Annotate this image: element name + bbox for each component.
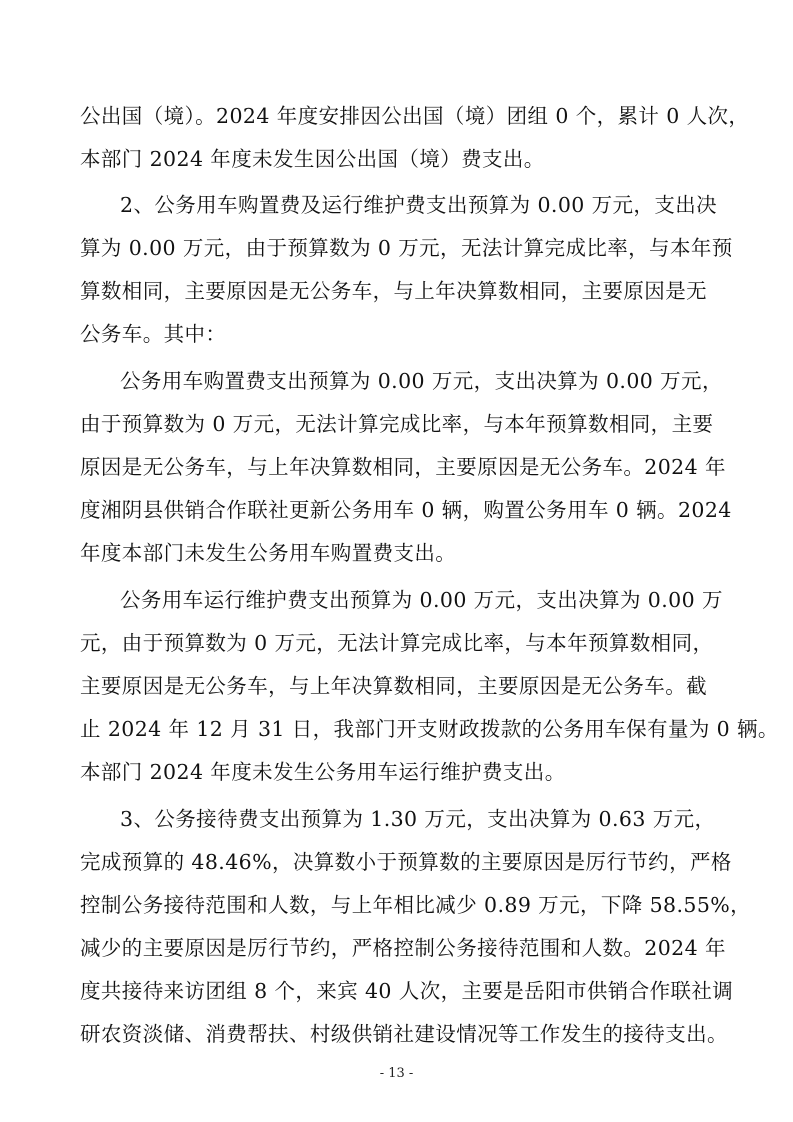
text-line: 公出国（境）。2024 年度安排因公出国（境）团组 0 个，累计 0 人次， (80, 104, 750, 128)
text-line: 算数相同，主要原因是无公务车，与上年决算数相同，主要原因是无 (80, 279, 707, 303)
text-line: 完成预算的 48.46%，决算数小于预算数的主要原因是厉行节约，严格 (80, 850, 732, 874)
text-line: 算为 0.00 万元，由于预算数为 0 万元，无法计算完成比率，与本年预 (80, 236, 733, 260)
text-line: 公务用车购置费支出预算为 0.00 万元，支出决算为 0.00 万元， (120, 369, 723, 393)
text-line: 原因是无公务车，与上年决算数相同，主要原因是无公务车。2024 年 (80, 455, 726, 479)
text-line: 度湘阴县供销合作联社更新公务用车 0 辆，购置公务用车 0 辆。2024 (80, 498, 732, 522)
text-line: 2、公务用车购置费及运行维护费支出预算为 0.00 万元，支出决 (120, 193, 718, 217)
text-line: 由于预算数为 0 万元，无法计算完成比率，与本年预算数相同，主要 (80, 412, 714, 436)
text-line: 本部门 2024 年度未发生公务用车运行维护费支出。 (80, 760, 566, 784)
text-line: 主要原因是无公务车，与上年决算数相同，主要原因是无公务车。截 (80, 674, 707, 698)
text-line: 元，由于预算数为 0 万元，无法计算完成比率，与本年预算数相同， (80, 631, 714, 655)
page-number: - 13 - (379, 1066, 414, 1081)
text-line: 研农资淡储、消费帮扶、村级供销社建设情况等工作发生的接待支出。 (80, 1022, 728, 1046)
text-line: 公务车。其中： (80, 322, 227, 346)
text-line: 年度本部门未发生公务用车购置费支出。 (80, 541, 457, 565)
text-line: 止 2024 年 12 月 31 日，我部门开支财政拨款的公务用车保有量为 0 辆。 (80, 717, 779, 741)
text-line: 本部门 2024 年度未发生因公出国（境）费支出。 (80, 147, 545, 171)
text-line: 3、公务接待费支出预算为 1.30 万元，支出决算为 0.63 万元， (120, 807, 716, 831)
text-line: 控制公务接待范围和人数，与上年相比减少 0.89 万元，下降 58.55%， (80, 893, 752, 917)
text-line: 公务用车运行维护费支出预算为 0.00 万元，支出决算为 0.00 万 (120, 588, 723, 612)
text-line: 度共接待来访团组 8 个，来宾 40 人次，主要是岳阳市供销合作联社调 (80, 979, 734, 1003)
text-line: 减少的主要原因是厉行节约，严格控制公务接待范围和人数。2024 年 (80, 936, 726, 960)
